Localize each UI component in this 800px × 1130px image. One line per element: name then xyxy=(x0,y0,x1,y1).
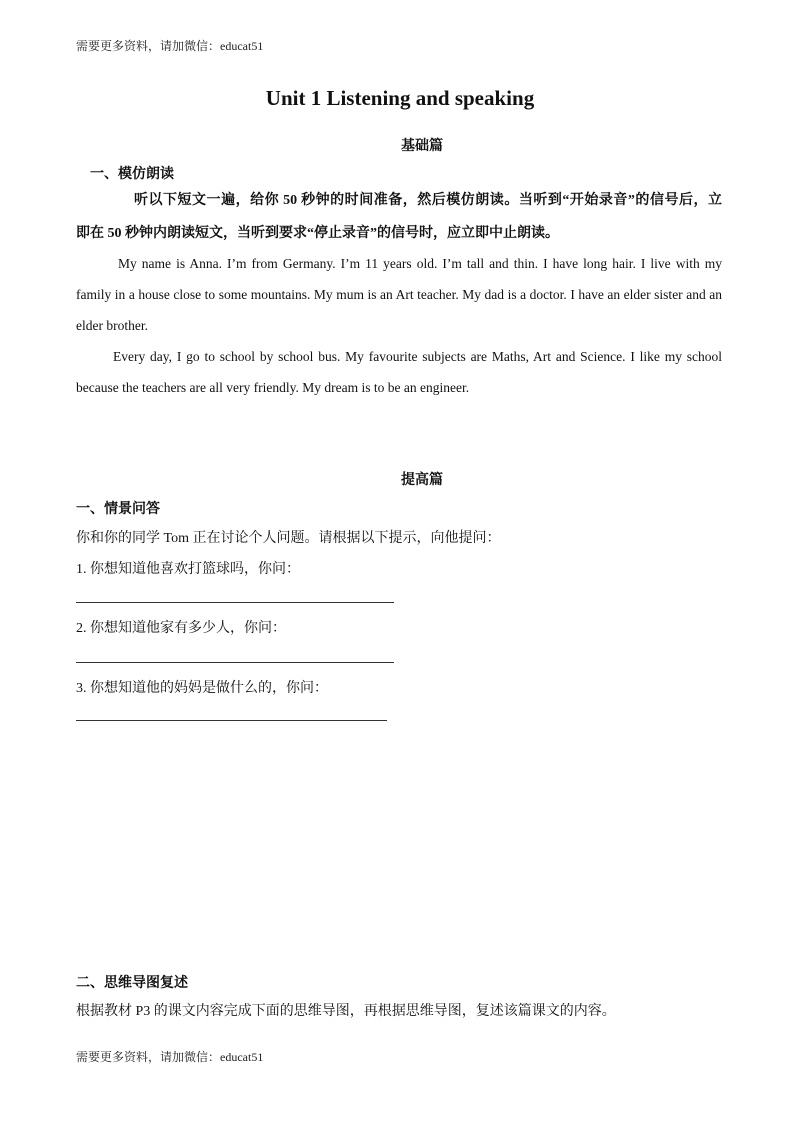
instruction-line-2: 即在 50 秒钟内朗读短文，当听到要求“停止录音”的信号时，应立即中止朗读。 xyxy=(76,226,559,241)
reading-passage xyxy=(76,248,722,403)
footer-note: 需要更多资料，请加微信：educat51 xyxy=(76,1050,264,1064)
section-imitation-reading-title: 一、模仿朗读 xyxy=(90,167,174,182)
question-3: 3. 你想知道他的妈妈是做什么的，你问： xyxy=(76,681,328,696)
passage-paragraph-1: My name is Anna. I’m from Germany. I’m 11 years old. I’m tall and thin. I have long hair. I live with my family in a house close to some mountains. My mum is an Art teacher. My dad is a doctor. I have an elder sister and an elder brother. xyxy=(76,256,722,333)
answer-line-3[interactable] xyxy=(76,720,387,721)
answer-line-1[interactable] xyxy=(76,602,394,603)
header-note: 需要更多资料，请加微信：educat51 xyxy=(76,39,264,53)
instruction-line-1: 听以下短文一遍，给你 50 秒钟的时间准备，然后模仿朗读。当听到“开始录音”的信号后，立 xyxy=(134,193,722,208)
section-situational-qa-title: 一、情景问答 xyxy=(76,502,160,517)
question-2: 2. 你想知道他家有多少人，你问： xyxy=(76,621,286,636)
instruction-block xyxy=(76,184,722,250)
question-1: 1. 你想知道他喜欢打篮球吗，你问： xyxy=(76,562,300,577)
passage-paragraph-2: Every day, I go to school by school bus. My favourite subjects are Maths, Art and Science. I like my school because the teachers are all very friendly. My dream is to be an engineer. xyxy=(76,349,722,395)
basic-heading: 基础篇 xyxy=(401,139,443,154)
page-title: Unit 1 Listening and speaking xyxy=(265,86,535,110)
section-mindmap-title: 二、思维导图复述 xyxy=(76,976,188,991)
answer-line-2[interactable] xyxy=(76,662,394,663)
mindmap-intro: 根据教材 P3 的课文内容完成下面的思维导图，再根据思维导图，复述该篇课文的内容。 xyxy=(76,1004,616,1019)
advanced-heading: 提高篇 xyxy=(401,473,443,488)
qa-intro: 你和你的同学 Tom 正在讨论个人问题。请根据以下提示，向他提问： xyxy=(76,531,501,546)
